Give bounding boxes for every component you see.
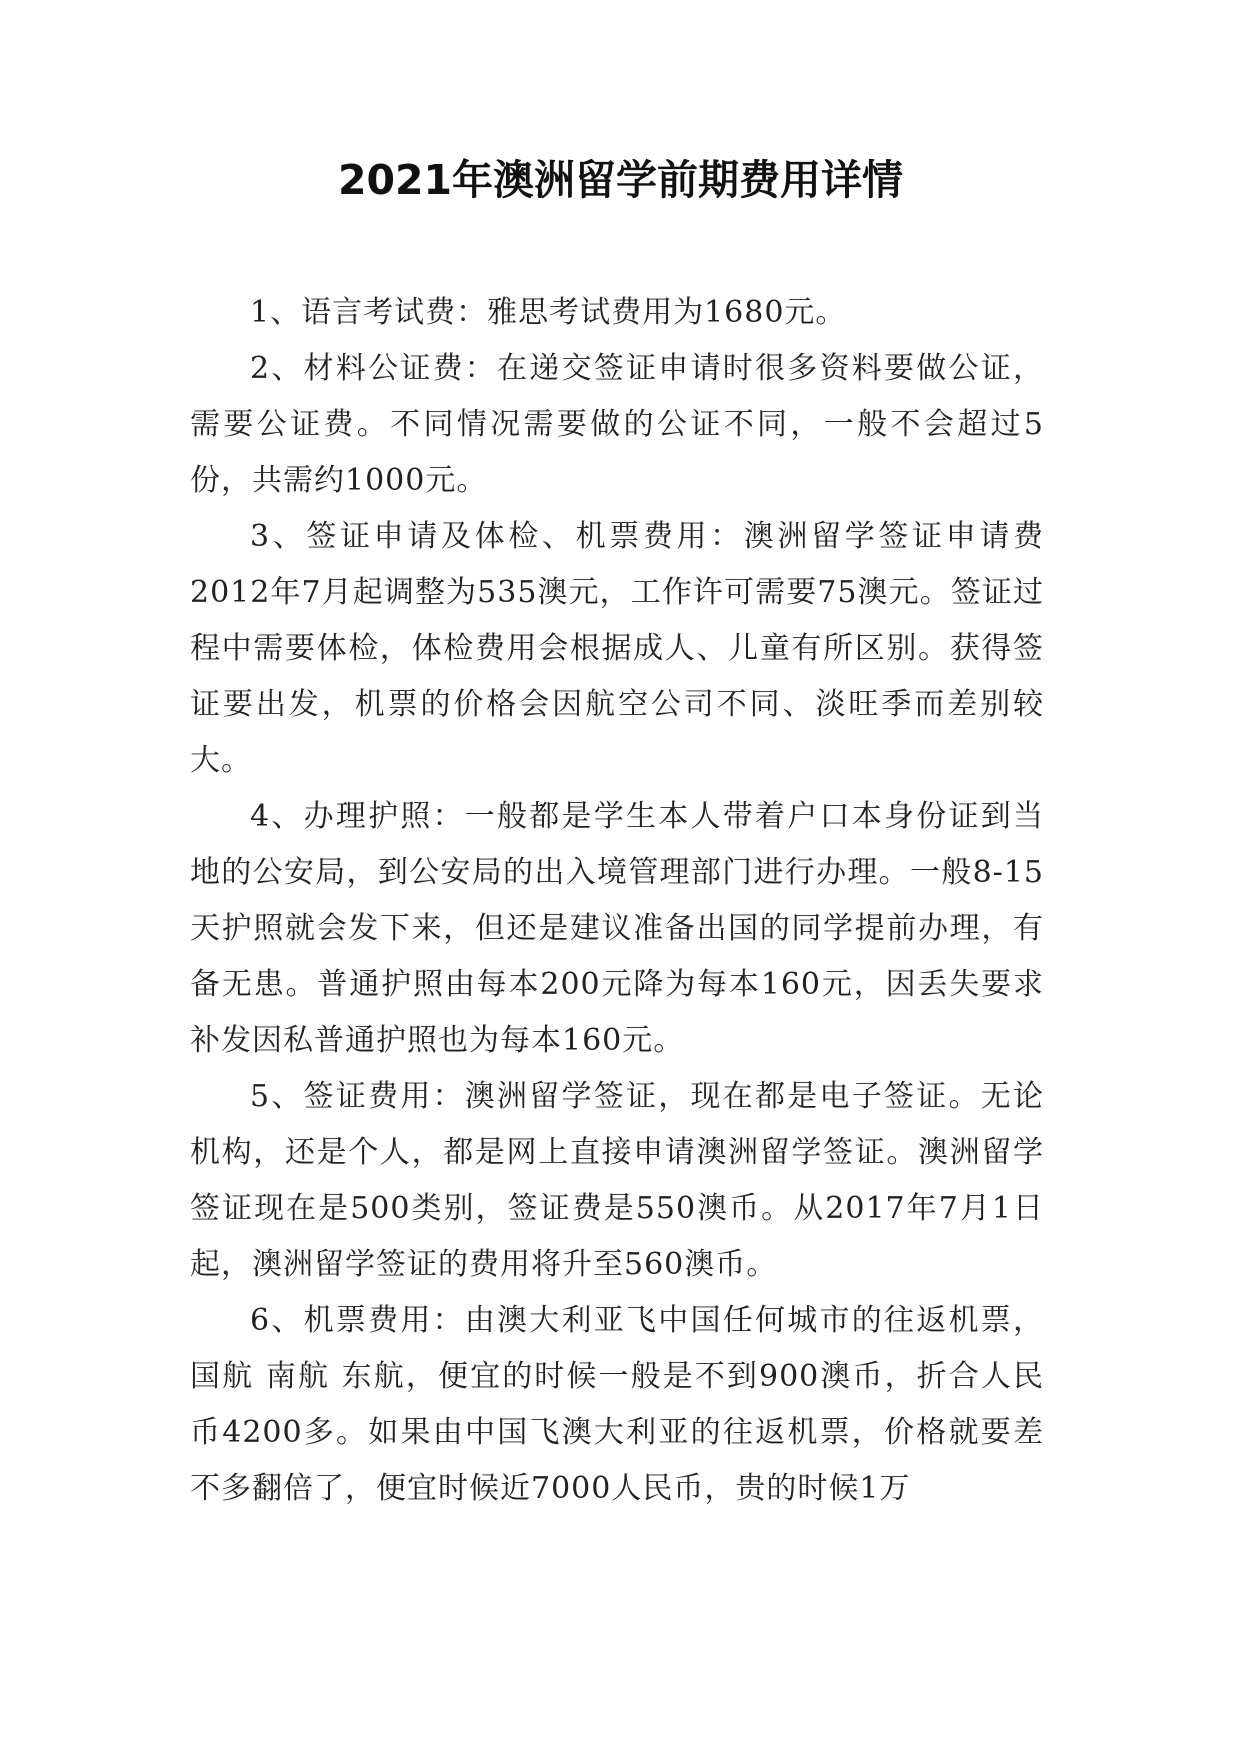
paragraph-5: 5、签证费用：澳洲留学签证，现在都是电子签证。无论机构，还是个人，都是网上直接申请澳洲留学签证。澳洲留学签证现在是500类别，签证费是550澳币。从2017年7月1日起，澳洲留学签证的费用将升至560澳币。 <box>190 1079 1044 1282</box>
paragraph-1: 1、语言考试费：雅思考试费用为1680元。 <box>250 295 847 330</box>
paragraph-2: 2、材料公证费：在递交签证申请时很多资料要做公证，需要公证费。不同情况需要做的公证不同，一般不会超过5份，共需约1000元。 <box>190 351 1044 498</box>
document-body <box>190 285 1044 1517</box>
paragraph-4: 4、办理护照：一般都是学生本人带着户口本身份证到当地的公安局，到公安局的出入境管理部门进行办理。一般8-15天护照就会发下来，但还是建议准备出国的同学提前办理，有备无患。普通护照由每本200元降为每本160元，因丢失要求补发因私普通护照也为每本160元。 <box>190 799 1044 1058</box>
paragraph-6: 6、机票费用：由澳大利亚飞中国任何城市的往返机票，国航 南航 东航，便宜的时候一般是不到900澳币，折合人民币4200多。如果由中国飞澳大利亚的往返机票，价格就要差不多翻倍了，便宜时候近7000人民币，贵的时候1万 <box>190 1303 1044 1506</box>
document-title: 2021年澳洲留学前期费用详情 <box>337 156 904 204</box>
paragraph-3: 3、签证申请及体检、机票费用：澳洲留学签证申请费2012年7月起调整为535澳元，工作许可需要75澳元。签证过程中需要体检，体检费用会根据成人、儿童有所区别。获得签证要出发，机票的价格会因航空公司不同、淡旺季而差别较大。 <box>190 519 1044 778</box>
